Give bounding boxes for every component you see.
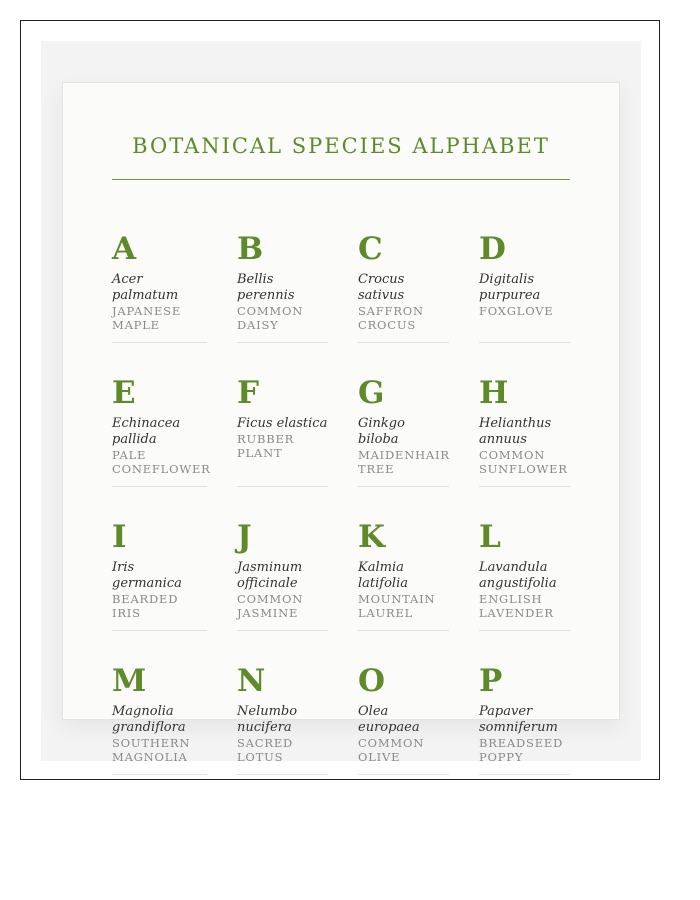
species-entry-k <box>358 520 449 631</box>
species-divider <box>479 774 570 775</box>
species-common-name: COMMON OLIVE <box>358 736 425 764</box>
species-latin-name: Ginkgo biloba <box>358 416 405 447</box>
species-divider <box>358 774 449 775</box>
species-letter: D <box>479 231 506 267</box>
species-latin-name: Olea europaea <box>358 704 420 735</box>
species-divider <box>358 630 449 631</box>
title-divider <box>112 179 570 180</box>
species-entry-g <box>358 376 449 487</box>
page-title: BOTANICAL SPECIES ALPHABET <box>132 134 550 158</box>
species-entry-n <box>237 664 328 775</box>
species-latin-name: Kalmia latifolia <box>358 560 408 591</box>
species-entry-o <box>358 664 449 775</box>
species-common-name: MOUNTAIN LAUREL <box>358 592 436 620</box>
species-divider <box>237 774 328 775</box>
species-letter: L <box>479 519 501 555</box>
species-latin-name: Papaver somniferum <box>479 704 558 735</box>
species-latin-name: Echinacea pallida <box>112 416 181 447</box>
species-divider <box>237 342 328 343</box>
species-entry-c <box>358 232 449 343</box>
species-letter: C <box>358 231 383 267</box>
species-entry-e <box>112 375 211 487</box>
species-latin-name: Magnolia grandiflora <box>112 704 186 735</box>
species-common-name: PALE CONEFLOWER <box>112 448 211 476</box>
species-common-name: ENGLISH LAVENDER <box>479 592 554 620</box>
species-common-name: RUBBER PLANT <box>237 432 295 460</box>
species-common-name: COMMON DAISY <box>237 304 304 332</box>
species-common-name: JAPANESE MAPLE <box>112 304 182 332</box>
species-divider <box>237 630 328 631</box>
species-entry-p <box>479 664 570 775</box>
species-letter: N <box>237 663 266 699</box>
species-entry-b <box>237 232 328 343</box>
species-divider <box>479 342 570 343</box>
species-common-name: SAFFRON CROCUS <box>358 304 424 332</box>
species-common-name: SACRED LOTUS <box>237 736 294 764</box>
species-letter: F <box>237 375 260 411</box>
species-divider <box>237 486 328 487</box>
species-letter: A <box>112 231 137 267</box>
species-common-name: BREADSEED POPPY <box>479 736 564 764</box>
species-letter: M <box>112 663 147 699</box>
species-latin-name: Bellis perennis <box>237 272 295 303</box>
species-letter: B <box>237 231 264 267</box>
species-letter: E <box>112 375 136 411</box>
species-divider <box>358 342 449 343</box>
species-latin-name: Digitalis purpurea <box>479 272 541 303</box>
species-divider <box>358 486 449 487</box>
species-divider <box>112 486 207 487</box>
species-letter: J <box>237 519 252 555</box>
species-letter: O <box>358 663 386 699</box>
species-letter: P <box>479 663 503 699</box>
species-entry-f <box>237 376 328 487</box>
species-entry-j <box>237 520 328 631</box>
species-latin-name: Helianthus annuus <box>479 416 552 447</box>
species-common-name: COMMON JASMINE <box>237 592 304 620</box>
species-entry-d <box>479 232 570 343</box>
species-common-name: FOXGLOVE <box>479 304 554 318</box>
species-entry-h <box>479 376 570 487</box>
species-divider <box>112 630 207 631</box>
species-divider <box>112 342 207 343</box>
species-common-name: SOUTHERN MAGNOLIA <box>112 736 191 764</box>
species-divider <box>479 630 570 631</box>
species-entry-i <box>112 520 207 631</box>
species-letter: G <box>358 375 385 411</box>
species-divider <box>112 774 207 775</box>
species-entry-m <box>112 664 207 775</box>
species-latin-name: Acer palmatum <box>112 272 179 303</box>
species-latin-name: Ficus elastica <box>237 416 328 431</box>
species-latin-name: Lavandula angustifolia <box>479 560 557 591</box>
species-letter: I <box>112 519 127 555</box>
species-letter: K <box>358 519 385 555</box>
species-latin-name: Crocus sativus <box>358 272 405 303</box>
species-latin-name: Jasminum officinale <box>237 560 303 591</box>
species-letter: H <box>479 375 509 411</box>
species-latin-name: Nelumbo nucifera <box>237 704 298 735</box>
species-common-name: MAIDENHAIR TREE <box>358 448 450 476</box>
species-common-name: BEARDED IRIS <box>112 592 179 620</box>
species-latin-name: Iris germanica <box>112 560 182 591</box>
species-entry-l <box>479 520 570 631</box>
species-entry-a <box>112 232 207 343</box>
species-common-name: COMMON SUNFLOWER <box>479 448 568 476</box>
species-divider <box>479 486 570 487</box>
